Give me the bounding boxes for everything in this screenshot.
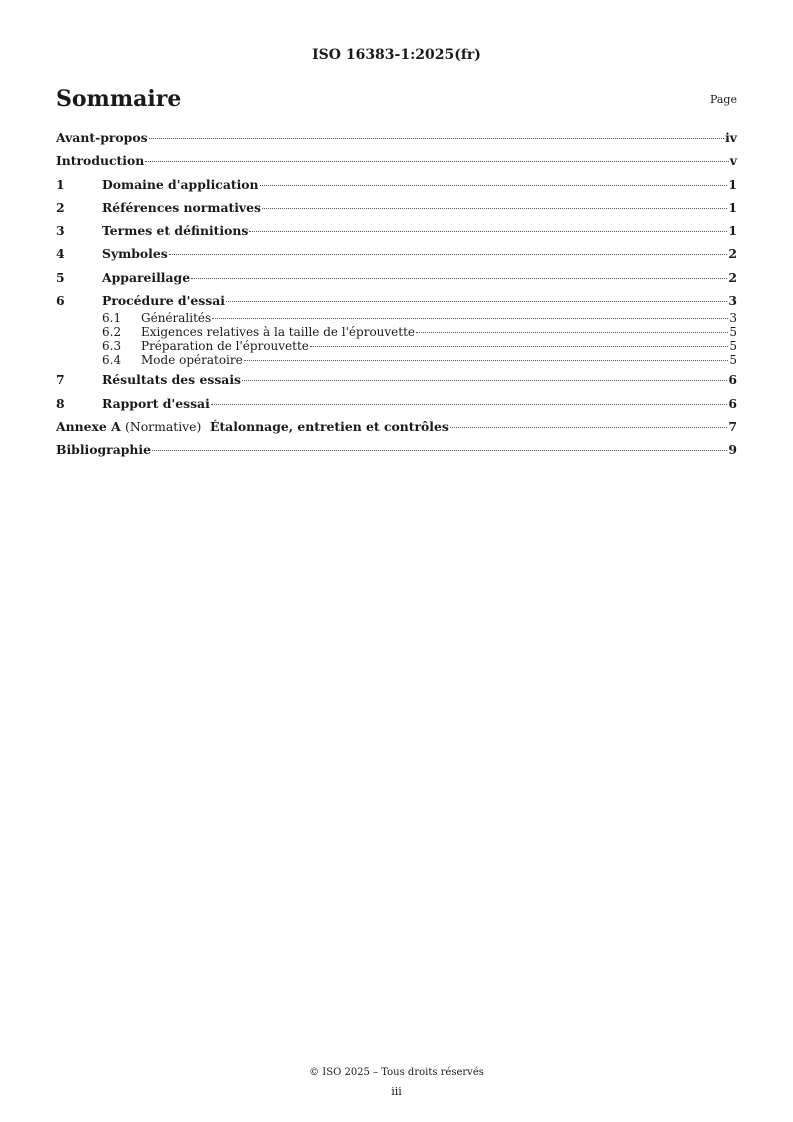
toc-entry-label: Avant-propos (56, 130, 148, 145)
toc-subentry-6-2[interactable] (102, 325, 737, 339)
toc-entry-label: Rapport d'essai (102, 395, 210, 411)
toc-subentry-page: 5 (729, 339, 737, 354)
dot-leader (169, 254, 728, 255)
dot-leader (262, 208, 727, 209)
toc-subentry-6-3[interactable] (102, 339, 737, 353)
toc-entry-page: iv (725, 130, 737, 145)
toc-subentry-label: Généralités (141, 311, 212, 326)
toc-subentry-number: 6.1 (102, 311, 122, 326)
toc-entry-page: 1 (728, 223, 737, 239)
toc-subentry-page: 5 (729, 325, 737, 340)
toc-entry-bibliographie[interactable] (56, 442, 737, 458)
toc-entry-label: Bibliographie (56, 442, 152, 458)
document-id: ISO 16383-1:2025(fr) (312, 47, 481, 63)
page-number: iii (391, 1085, 402, 1098)
toc-entry-label: Introduction (56, 153, 145, 169)
annex-title: Étalonnage, entretien et contrôles (210, 418, 449, 434)
annex-prefix: Annexe A (56, 418, 121, 434)
toc-subentry-page: 5 (729, 353, 737, 368)
dot-leader (149, 138, 725, 139)
dot-leader (260, 185, 728, 186)
toc-entry-page: 1 (728, 176, 737, 192)
toc-entry-introduction[interactable] (56, 153, 737, 169)
copyright-notice: © ISO 2025 – Tous droits réservés (309, 1067, 484, 1078)
toc-entry-number: 8 (56, 395, 65, 411)
dot-leader (226, 301, 727, 302)
toc-entry-section-3[interactable] (56, 223, 737, 239)
toc-subentry-label: Préparation de l'éprouvette (141, 339, 309, 354)
toc-entry-number: 1 (56, 176, 65, 192)
table-of-contents (56, 130, 737, 466)
toc-subentry-6-1[interactable] (102, 311, 737, 325)
toc-subentry-label: Exigences relatives à la taille de l'éprouvette (141, 325, 416, 340)
toc-subentry-page: 3 (729, 311, 737, 326)
toc-entry-page: 1 (728, 199, 737, 215)
toc-entry-annex-a[interactable] (56, 419, 737, 435)
dot-leader (211, 404, 728, 405)
toc-entry-page: 2 (728, 246, 737, 262)
toc-entry-section-7[interactable] (56, 372, 737, 388)
toc-entry-number: 2 (56, 199, 65, 215)
dot-leader (191, 278, 727, 279)
dot-leader (152, 450, 727, 451)
dot-leader (212, 318, 728, 319)
toc-subentry-6-4[interactable] (102, 353, 737, 367)
toc-subentry-number: 6.4 (102, 353, 122, 368)
dot-leader (244, 360, 729, 361)
toc-subentry-label: Mode opératoire (141, 353, 243, 368)
toc-entry-label: Domaine d'application (102, 176, 259, 192)
toc-entry-page: 6 (728, 372, 737, 388)
toc-entry-section-2[interactable] (56, 200, 737, 216)
toc-entry-page: 7 (728, 418, 737, 434)
toc-subsections (56, 311, 737, 367)
annex-qualifier: (Normative) (125, 418, 202, 434)
toc-entry-number: 6 (56, 293, 65, 309)
toc-entry-number: 4 (56, 246, 65, 262)
toc-entry-number: 7 (56, 372, 65, 388)
toc-entry-page: 3 (728, 293, 737, 309)
toc-entry-label: Appareillage (102, 269, 191, 285)
toc-entry-section-5[interactable] (56, 270, 737, 286)
toc-entry-page: 2 (728, 269, 737, 285)
dot-leader (310, 346, 728, 347)
toc-entry-label: Résultats des essais (102, 372, 242, 388)
toc-entry-number: 3 (56, 223, 65, 239)
dot-leader (145, 161, 729, 162)
dot-leader (450, 427, 728, 428)
toc-entry-number: 5 (56, 269, 65, 285)
toc-header (56, 86, 737, 114)
toc-entry-label: Procédure d'essai (102, 293, 225, 309)
dot-leader (416, 332, 728, 333)
toc-entry-label: Symboles (102, 246, 168, 262)
toc-entry-section-8[interactable] (56, 396, 737, 412)
toc-subentry-number: 6.2 (102, 325, 122, 340)
toc-entry-page: 9 (728, 442, 737, 458)
dot-leader (242, 380, 727, 381)
toc-entry-section-1[interactable] (56, 177, 737, 193)
toc-entry-avant-propos[interactable] (56, 130, 737, 146)
page-column-label: Page (709, 93, 737, 106)
toc-subentry-number: 6.3 (102, 339, 122, 354)
toc-title: Sommaire (56, 86, 182, 112)
toc-entry-label: Termes et définitions (102, 223, 249, 239)
toc-entry-section-4[interactable] (56, 246, 737, 262)
toc-entry-label: Références normatives (102, 199, 261, 215)
toc-entry-page: v (729, 153, 737, 169)
dot-leader (249, 231, 727, 232)
toc-entry-section-6[interactable] (56, 293, 737, 309)
toc-entry-page: 6 (728, 395, 737, 411)
